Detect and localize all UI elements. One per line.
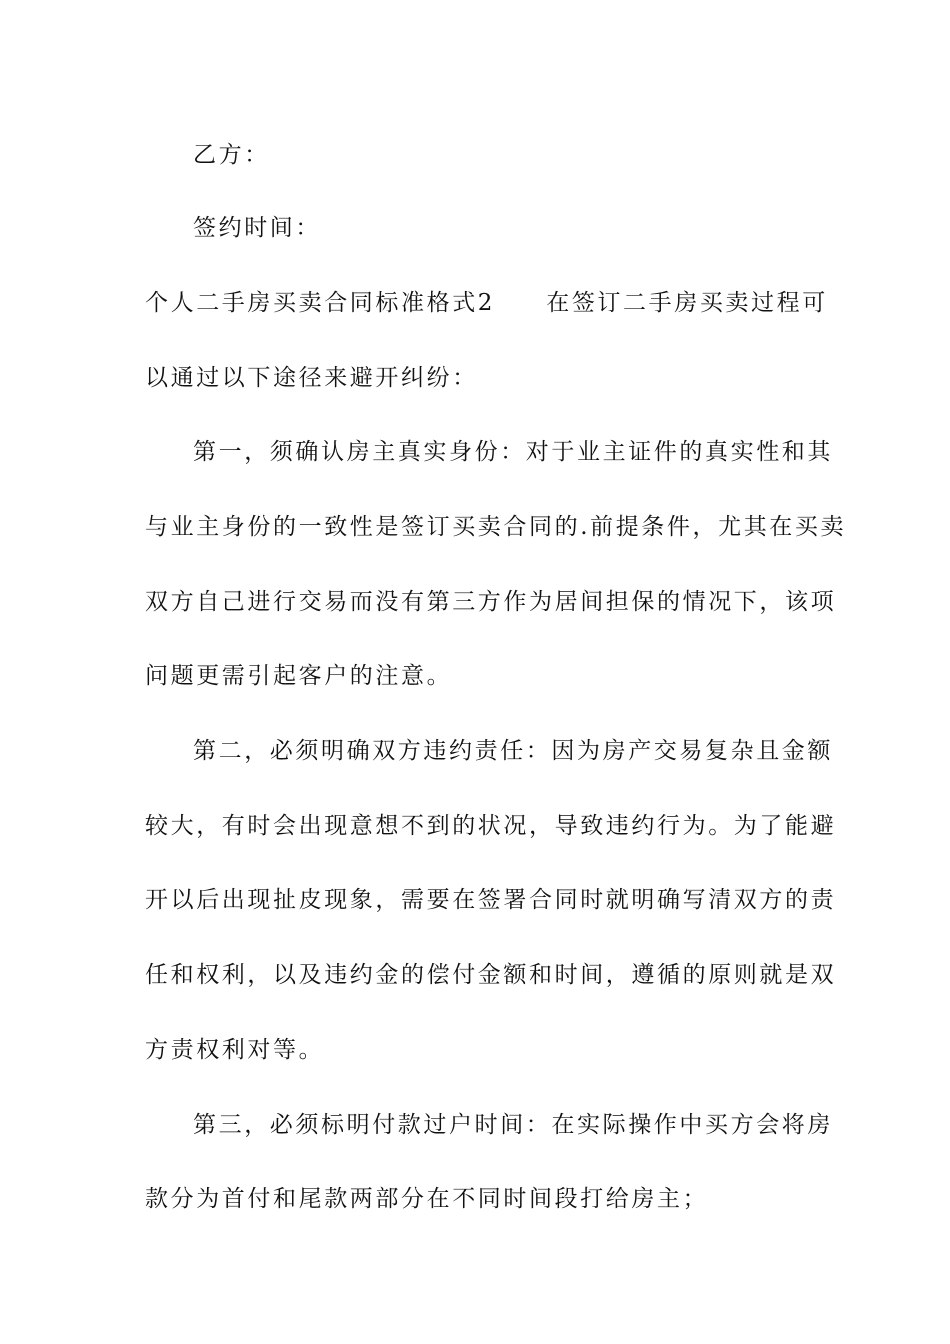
paragraph-line: 以通过以下途径来避开纠纷： — [145, 365, 478, 391]
paragraph-line: 第二，必须明确双方违约责任：因为房产交易复杂且金额 — [193, 738, 833, 764]
paragraph-line: 与业主身份的一致性是签订买卖合同的.前提条件，尤其在买卖 — [145, 514, 847, 540]
party-b-label: 乙方： — [193, 142, 270, 168]
paragraph-line: 较大，有时会出现意想不到的状况，导致违约行为。为了能避 — [145, 813, 837, 839]
paragraph-line: 开以后出现扯皮现象，需要在签署合同时就明确写清双方的责 — [145, 887, 837, 913]
paragraph-line: 方责权利对等。 — [145, 1037, 325, 1063]
paragraph-line: 第一，须确认房主真实身份：对于业主证件的真实性和其 — [193, 439, 833, 465]
paragraph-line: 任和权利，以及违约金的偿付金额和时间，遵循的原则就是双 — [145, 962, 837, 988]
section-heading-line: 个人二手房买卖合同标准格式2 在签订二手房买卖过程可 — [145, 290, 828, 316]
paragraph-line: 问题更需引起客户的注意。 — [145, 663, 453, 689]
paragraph-line: 第三，必须标明付款过户时间：在实际操作中买方会将房 — [193, 1112, 833, 1138]
paragraph-line: 款分为首付和尾款两部分在不同时间段打给房主； — [145, 1186, 709, 1212]
signing-time-label: 签约时间： — [193, 215, 321, 241]
paragraph-line: 双方自己进行交易而没有第三方作为居间担保的情况下，该项 — [145, 589, 837, 615]
